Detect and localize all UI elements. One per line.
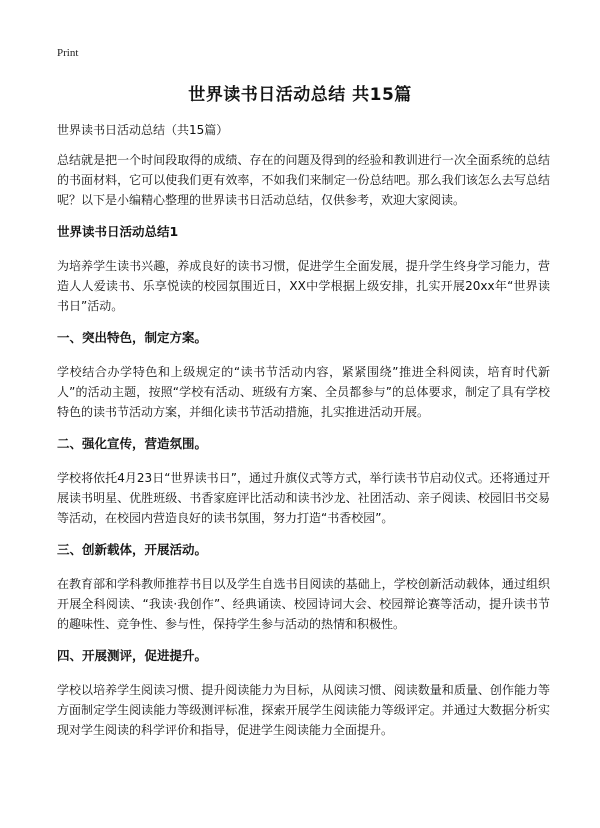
part-heading-4: 四、开展测评，促进提升。 xyxy=(57,648,208,663)
article-body xyxy=(57,120,550,752)
document-subtitle: 世界读书日活动总结（共15篇） xyxy=(57,123,229,137)
intro-paragraph: 总结就是把一个时间段取得的成绩、存在的问题及得到的经验和教训进行一次全面系统的总结的书面材料，它可以使我们更有效率，不如我们来制定一份总结吧。那么我们该怎么去写总结呢？以下是小编精心整理的世界读书日活动总结，仅供参考，欢迎大家阅读。 xyxy=(57,153,550,207)
part-body-2: 学校将依托4月23日“世界读书日”，通过升旗仪式等方式，举行读书节启动仪式。还将通过开展读书明星、优胜班级、书香家庭评比活动和读书沙龙、社团活动、亲子阅读、校园旧书交易等活动，在校园内营造良好的读书氛围，努力打造“书香校园”。 xyxy=(57,471,550,525)
part-body-4: 学校以培养学生阅读习惯、提升阅读能力为目标，从阅读习惯、阅读数量和质量、创作能力等方面制定学生阅读能力等级测评标准，探索开展学生阅读能力等级评定。并通过大数据分析实现对学生阅读的科学评价和指导，促进学生阅读能力全面提升。 xyxy=(57,683,550,737)
section-intro-paragraph: 为培养学生读书兴趣，养成良好的读书习惯，促进学生全面发展，提升学生终身学习能力，营造人人爱读书、乐享悦读的校园氛围近日，XX中学根据上级安排，扎实开展20xx年“世界读书日”活动。 xyxy=(57,259,550,313)
section-title: 世界读书日活动总结1 xyxy=(57,224,179,239)
part-heading-2: 二、强化宣传，营造氛围。 xyxy=(57,436,208,451)
part-heading-3: 三、创新载体，开展活动。 xyxy=(57,542,208,557)
part-body-3: 在教育部和学科教师推荐书目以及学生自选书目阅读的基础上，学校创新活动载体，通过组织开展全科阅读、“我读·我创作”、经典诵读、校园诗词大会、校园辩论赛等活动，提升读书节的趣味性、竞争性、参与性，保持学生参与活动的热情和积极性。 xyxy=(57,577,550,631)
print-link[interactable]: Print xyxy=(57,47,79,59)
part-heading-1: 一、突出特色，制定方案。 xyxy=(57,330,208,345)
page-title: 世界读书日活动总结 共15篇 xyxy=(188,85,412,105)
part-body-1: 学校结合办学特色和上级规定的“读书节活动内容，紧紧围绕”推进全科阅读，培育时代新人”的活动主题，按照“学校有活动、班级有方案、全员都参与”的总体要求，制定了具有学校特色的读书节活动方案，并细化读书节活动措施，扎实推进活动开展。 xyxy=(57,365,550,419)
